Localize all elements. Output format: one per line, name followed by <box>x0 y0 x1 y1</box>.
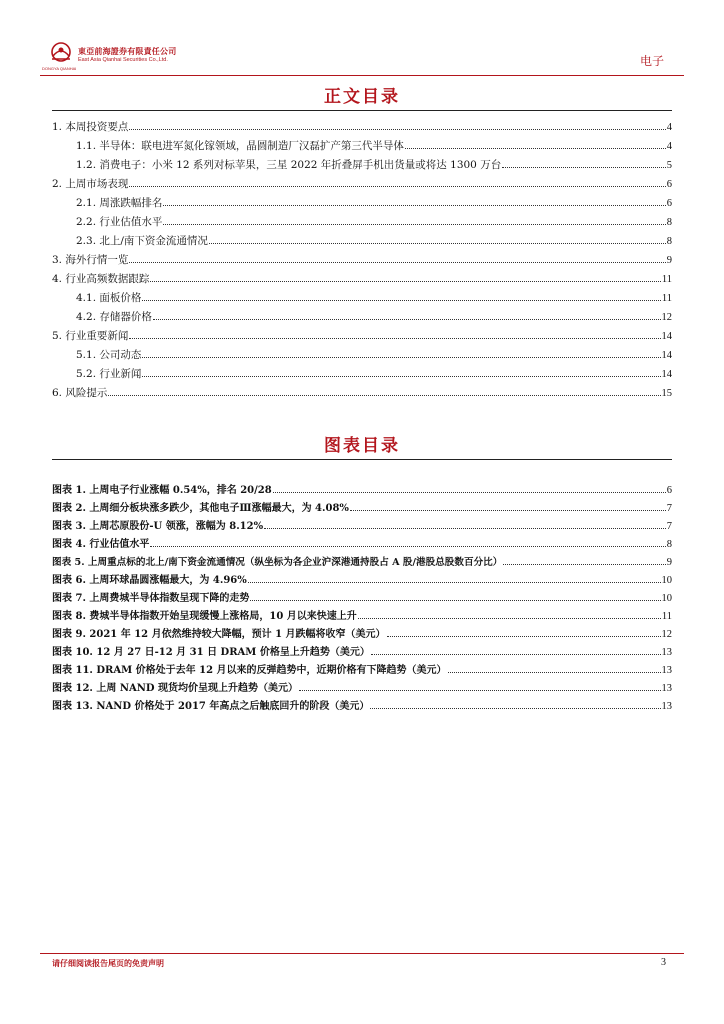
figures-title-rule <box>52 459 672 460</box>
figure-item-label: 图表 3. 上周芯原股份-U 领涨，涨幅为 8.12% <box>52 521 264 532</box>
toc-leader <box>273 484 666 493</box>
figure-item[interactable] <box>52 700 672 714</box>
toc-leader <box>248 574 661 583</box>
toc-leader <box>503 556 665 565</box>
toc-item-label: 4. 行业高频数据跟踪 <box>52 273 150 285</box>
toc-leader <box>129 178 665 187</box>
toc-item-page: 4 <box>666 141 672 152</box>
figure-item-page: 8 <box>666 539 672 550</box>
toc-item-page: 12 <box>661 312 672 323</box>
figure-item[interactable] <box>52 484 672 498</box>
figure-item-page: 10 <box>661 575 672 586</box>
toc-leader <box>142 349 660 358</box>
toc-item-label: 5.2. 行业新闻 <box>76 368 142 380</box>
header-section-label: 电子 <box>639 54 664 68</box>
toc-leader <box>358 610 661 619</box>
toc-leader <box>350 502 666 511</box>
figures-title: 图表目录 <box>324 436 400 456</box>
toc-item-page: 6 <box>666 179 672 190</box>
toc-leader <box>299 682 660 691</box>
figure-item[interactable] <box>52 520 672 534</box>
toc-item-page: 14 <box>661 331 672 342</box>
toc-leader <box>387 628 661 637</box>
toc-item-label: 5. 行业重要新闻 <box>52 330 129 342</box>
figure-item-page: 9 <box>666 557 672 568</box>
toc-item-page: 8 <box>666 217 672 228</box>
toc-leader <box>502 159 666 168</box>
logo-small-text: DONGYA QIANHAI <box>42 66 77 71</box>
toc-item-page: 14 <box>661 369 672 380</box>
toc-item-label: 2.1. 周涨跌幅排名 <box>76 197 163 209</box>
toc-title-rule <box>52 110 672 111</box>
toc-item-label: 5.1. 公司动态 <box>76 349 142 361</box>
toc-item-page: 9 <box>666 255 672 266</box>
toc-leader <box>153 311 661 320</box>
figure-item[interactable] <box>52 556 672 570</box>
figure-item-label: 图表 10. 12 月 27 日-12 月 31 日 DRAM 价格呈上升趋势（美元） <box>52 647 370 658</box>
toc-item-page: 11 <box>661 293 672 304</box>
company-name-cn: 東亞前海證券有限責任公司 <box>78 47 177 56</box>
toc-item[interactable] <box>52 386 672 401</box>
figure-item-page: 7 <box>666 503 672 514</box>
figure-item-page: 13 <box>661 683 672 694</box>
toc-item-page: 4 <box>666 122 672 133</box>
toc-leader <box>163 216 665 225</box>
toc-item[interactable] <box>52 329 672 344</box>
figure-item[interactable] <box>52 574 672 588</box>
toc-leader <box>209 235 666 244</box>
footer-rule <box>40 953 684 954</box>
toc-item-label: 4.2. 存储器价格 <box>76 311 152 323</box>
toc-item-label: 2. 上周市场表现 <box>52 178 129 190</box>
figure-item-label: 图表 2. 上周细分板块涨多跌少，其他电子Ⅲ涨幅最大，为 4.08% <box>52 503 349 514</box>
figure-item-label: 图表 13. NAND 价格处于 2017 年高点之后触底回升的阶段（美元） <box>52 701 370 712</box>
figure-item[interactable] <box>52 628 672 642</box>
toc-leader <box>142 292 661 301</box>
toc-leader <box>150 273 661 282</box>
toc-item-page: 5 <box>666 160 672 171</box>
figure-item-page: 13 <box>661 665 672 676</box>
page-number: 3 <box>661 957 666 968</box>
toc-item[interactable] <box>52 253 672 268</box>
toc-item[interactable] <box>52 120 672 135</box>
toc-item-page: 6 <box>666 198 672 209</box>
figure-item[interactable] <box>52 610 672 624</box>
figure-item-label: 图表 9. 2021 年 12 月依然维持较大降幅，预计 1 月跌幅将收窄（美元） <box>52 629 386 640</box>
figure-item-label: 图表 4. 行业估值水平 <box>52 539 150 550</box>
toc-leader <box>108 387 660 396</box>
figure-item[interactable] <box>52 682 672 696</box>
toc-leader <box>163 197 665 206</box>
toc-item-label: 1.1. 半导体：联电进军氮化镓领域，晶圆制造厂汉磊扩产第三代半导体 <box>76 140 404 152</box>
figure-item-page: 11 <box>661 611 672 622</box>
figure-item-label: 图表 6. 上周环球晶圆涨幅最大，为 4.96% <box>52 575 247 586</box>
toc-item[interactable] <box>76 139 672 154</box>
figure-item-page: 13 <box>661 647 672 658</box>
toc-item[interactable] <box>76 158 672 173</box>
toc-leader <box>129 254 665 263</box>
company-name-en: East Asia Qianhai Securities Co.,Ltd. <box>78 57 168 63</box>
toc-item-label: 2.3. 北上/南下资金流通情况 <box>76 235 208 247</box>
toc-item-label: 1. 本周投资要点 <box>52 121 129 133</box>
toc-item-label: 4.1. 面板价格 <box>76 292 142 304</box>
figure-item[interactable] <box>52 592 672 606</box>
toc-leader <box>405 140 666 149</box>
figure-item-page: 7 <box>666 521 672 532</box>
figure-item-label: 图表 8. 费城半导体指数开始呈现缓慢上涨格局，10 月以来快速上升 <box>52 611 357 622</box>
figure-item-label: 图表 11. DRAM 价格处于去年 12 月以来的反弹趋势中，近期价格有下降趋势（美元） <box>52 665 447 676</box>
toc-item[interactable] <box>76 348 672 363</box>
figure-item-label: 图表 12. 上周 NAND 现货均价呈现上升趋势（美元） <box>52 683 299 694</box>
figure-item[interactable] <box>52 664 672 678</box>
toc-item[interactable] <box>52 272 672 287</box>
toc-leader <box>370 700 660 709</box>
toc-leader <box>129 121 665 130</box>
toc-leader <box>150 538 665 547</box>
figure-item-page: 10 <box>661 593 672 604</box>
figure-item[interactable] <box>52 502 672 516</box>
toc-item[interactable] <box>76 291 672 306</box>
toc-title: 正文目录 <box>324 87 400 107</box>
figure-item[interactable] <box>52 646 672 660</box>
toc-leader <box>448 664 661 673</box>
toc-item-page: 8 <box>666 236 672 247</box>
figure-item-page: 13 <box>661 701 672 712</box>
toc-item-page: 11 <box>661 274 672 285</box>
toc-item[interactable] <box>76 215 672 230</box>
figure-item[interactable] <box>52 538 672 552</box>
toc-item-page: 15 <box>661 388 672 399</box>
toc-item[interactable] <box>76 367 672 382</box>
company-logo-icon <box>48 40 74 66</box>
footer-disclaimer: 请仔细阅读报告尾页的免责声明 <box>52 959 164 968</box>
toc-leader <box>250 592 660 601</box>
toc-item-page: 14 <box>661 350 672 361</box>
figure-item-page: 12 <box>661 629 672 640</box>
figure-item-page: 6 <box>666 485 672 496</box>
toc-item[interactable] <box>52 177 672 192</box>
toc-item-label: 3. 海外行情一览 <box>52 254 129 266</box>
toc-leader <box>371 646 661 655</box>
toc-item-label: 6. 风险提示 <box>52 387 108 399</box>
page-header <box>40 40 684 76</box>
toc-leader <box>129 330 660 339</box>
toc-item-label: 2.2. 行业估值水平 <box>76 216 163 228</box>
toc-leader <box>264 520 666 529</box>
figure-item-label: 图表 7. 上周费城半导体指数呈现下降的走势 <box>52 593 250 604</box>
toc-item[interactable] <box>76 196 672 211</box>
toc-item[interactable] <box>76 310 672 325</box>
figure-item-label: 图表 5. 上周重点标的北上/南下资金流通情况（纵坐标为各企业沪深港通持股占 A 股/港股总股数百分比） <box>52 557 503 568</box>
toc-leader <box>142 368 660 377</box>
toc-item-label: 1.2. 消费电子：小米 12 系列对标苹果，三星 2022 年折叠屏手机出货量或将达 1300 万台 <box>76 159 502 171</box>
figure-item-label: 图表 1. 上周电子行业涨幅 0.54%，排名 20/28 <box>52 485 272 496</box>
toc-item[interactable] <box>76 234 672 249</box>
